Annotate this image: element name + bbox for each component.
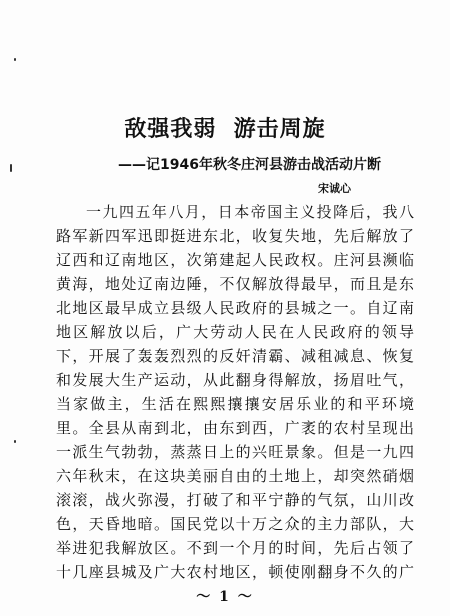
body-line: 和发展大生产运动，从此翻身得解放，扬眉吐气， [56, 371, 414, 389]
scan-speck [10, 164, 12, 172]
body-line: 色，天昏地暗。国民党以十万之众的主力部队，大 [56, 515, 414, 533]
article-title: 敌强我弱 游击周旋 [124, 117, 326, 142]
body-line: 六年秋末，在这块美丽自由的土地上，却突然硝烟 [56, 467, 414, 485]
page-number: ～ 1 ～ [196, 589, 254, 605]
body-line: 一九四五年八月，日本帝国主义投降后，我八 [86, 203, 414, 221]
body-line: 北地区最早成立县级人民政府的县城之一。自辽南 [56, 299, 414, 317]
body-line: 辽西和辽南地区，次第建起人民政权。庄河县濒临 [56, 251, 414, 269]
article-author: 宋诚心 [318, 182, 351, 195]
body-line: 举进犯我解放区。不到一个月的时间，先后占领了 [56, 539, 414, 557]
scan-speck [14, 58, 16, 61]
article-body [56, 200, 414, 584]
body-line: 一派生气勃勃，蒸蒸日上的兴旺景象。但是一九四 [56, 443, 414, 461]
body-line: 当家做主，生活在熙熙攘攘安居乐业的和平环境 [56, 395, 414, 413]
body-line: 下，开展了轰轰烈烈的反奸清霸、减租减息、恢复 [56, 347, 414, 365]
article-subtitle: ——记1946年秋冬庄河县游击战活动片断 [118, 157, 381, 173]
body-line: 路军新四军迅即挺进东北，收复失地，先后解放了 [56, 227, 414, 245]
body-line: 黄海，地处辽南边陲，不仅解放得最早，而且是东 [56, 275, 414, 293]
body-line: 地区解放以后，广大劳动人民在人民政府的领导 [56, 323, 414, 341]
scan-speck [14, 440, 16, 443]
body-line: 里。全县从南到北，由东到西，广袤的农村呈现出 [56, 419, 414, 437]
body-line: 滚滚，战火弥漫，打破了和平宁静的气氛，山川改 [56, 491, 414, 509]
body-line: 十几座县城及广大农村地区，顿使刚翻身不久的广 [56, 563, 414, 581]
